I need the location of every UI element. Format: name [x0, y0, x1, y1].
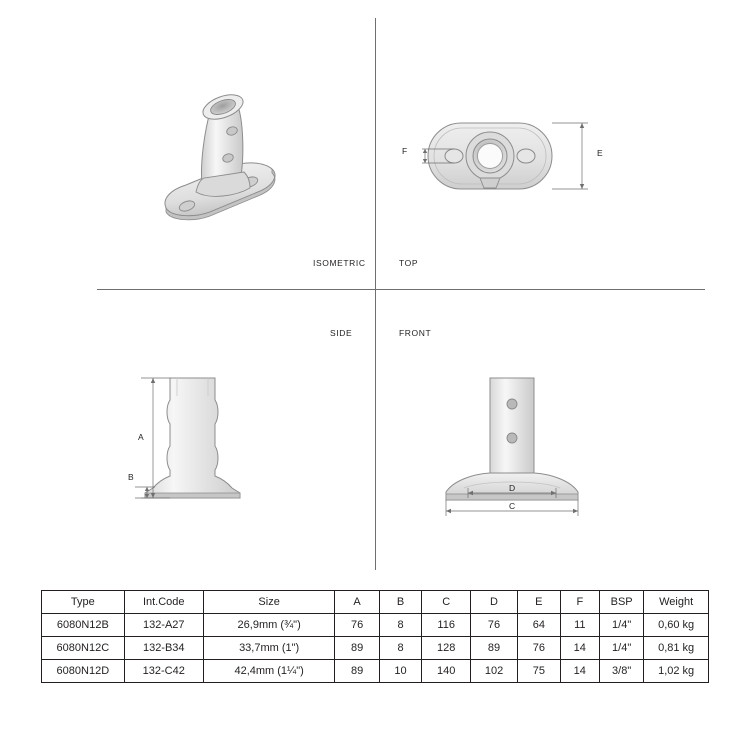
table-cell: 76 [518, 637, 561, 660]
table-cell: 6080N12B [42, 614, 125, 637]
table-header-cell: Type [42, 591, 125, 614]
table-cell: 42,4mm (1¼") [203, 660, 335, 683]
table-header-cell: BSP [599, 591, 643, 614]
table-cell: 140 [422, 660, 471, 683]
label-top: TOP [399, 258, 419, 268]
isometric-tube [196, 90, 250, 196]
table-header-cell: F [560, 591, 599, 614]
dimension-letter-e: E [597, 148, 603, 158]
table-cell: 89 [471, 637, 518, 660]
table-cell: 1,02 kg [644, 660, 709, 683]
table-cell: 8 [379, 614, 422, 637]
table-cell: 26,9mm (¾") [203, 614, 335, 637]
table-cell: 89 [335, 637, 379, 660]
tube-bore-inner [478, 144, 503, 169]
vertical-divider [375, 18, 376, 570]
table-cell: 64 [518, 614, 561, 637]
label-front: FRONT [399, 328, 432, 338]
table-cell: 132-A27 [124, 614, 203, 637]
table-cell: 6080N12C [42, 637, 125, 660]
table-cell: 14 [560, 660, 599, 683]
front-set-screw-lower [507, 433, 517, 443]
table-row [42, 637, 709, 660]
dimension-letter-b: B [128, 472, 134, 482]
side-profile [145, 378, 240, 498]
table-header-cell: E [518, 591, 561, 614]
table-cell: 132-C42 [124, 660, 203, 683]
table-cell: 116 [422, 614, 471, 637]
horizontal-divider [97, 289, 705, 290]
table-cell: 10 [379, 660, 422, 683]
table-row [42, 660, 709, 683]
top-svg [392, 95, 637, 225]
front-svg [420, 360, 650, 530]
table-header-cell: C [422, 591, 471, 614]
table-cell: 1/4" [599, 614, 643, 637]
label-isometric: ISOMETRIC [313, 258, 366, 268]
table-cell: 76 [335, 614, 379, 637]
table-cell: 33,7mm (1") [203, 637, 335, 660]
table-cell: 132-B34 [124, 637, 203, 660]
dimension-letter-f: F [402, 146, 408, 156]
table-cell: 128 [422, 637, 471, 660]
table-cell: 76 [471, 614, 518, 637]
table-header-row [42, 591, 709, 614]
table-cell: 3/8" [599, 660, 643, 683]
table-cell: 0,81 kg [644, 637, 709, 660]
table-row [42, 614, 709, 637]
top-hole-right [517, 149, 535, 163]
front-view-drawing [420, 360, 650, 530]
dimension-e [552, 123, 588, 189]
table-cell: 11 [560, 614, 599, 637]
top-view-drawing [392, 95, 637, 225]
table-cell: 89 [335, 660, 379, 683]
table-cell: 6080N12D [42, 660, 125, 683]
table-header-cell: B [379, 591, 422, 614]
dimension-letter-a: A [138, 432, 144, 442]
table-cell: 0,60 kg [644, 614, 709, 637]
table-cell: 8 [379, 637, 422, 660]
side-view-drawing [125, 360, 360, 530]
dimension-letter-d: D [509, 483, 516, 493]
table-header-cell: Weight [644, 591, 709, 614]
set-screw-boss [480, 178, 500, 188]
front-tube [490, 378, 534, 478]
table-header-cell: D [471, 591, 518, 614]
isometric-view-drawing [140, 60, 360, 245]
isometric-svg [140, 60, 360, 245]
table-cell: 102 [471, 660, 518, 683]
specification-table [41, 590, 709, 683]
table-cell: 1/4" [599, 637, 643, 660]
table-header-cell: Size [203, 591, 335, 614]
table-cell: 14 [560, 637, 599, 660]
front-set-screw-upper [507, 399, 517, 409]
table-header-cell: A [335, 591, 379, 614]
dimension-letter-c: C [509, 501, 516, 511]
label-side: SIDE [330, 328, 353, 338]
side-svg [125, 360, 360, 530]
table-header-cell: Int.Code [124, 591, 203, 614]
table-cell: 75 [518, 660, 561, 683]
top-hole-left [445, 149, 463, 163]
